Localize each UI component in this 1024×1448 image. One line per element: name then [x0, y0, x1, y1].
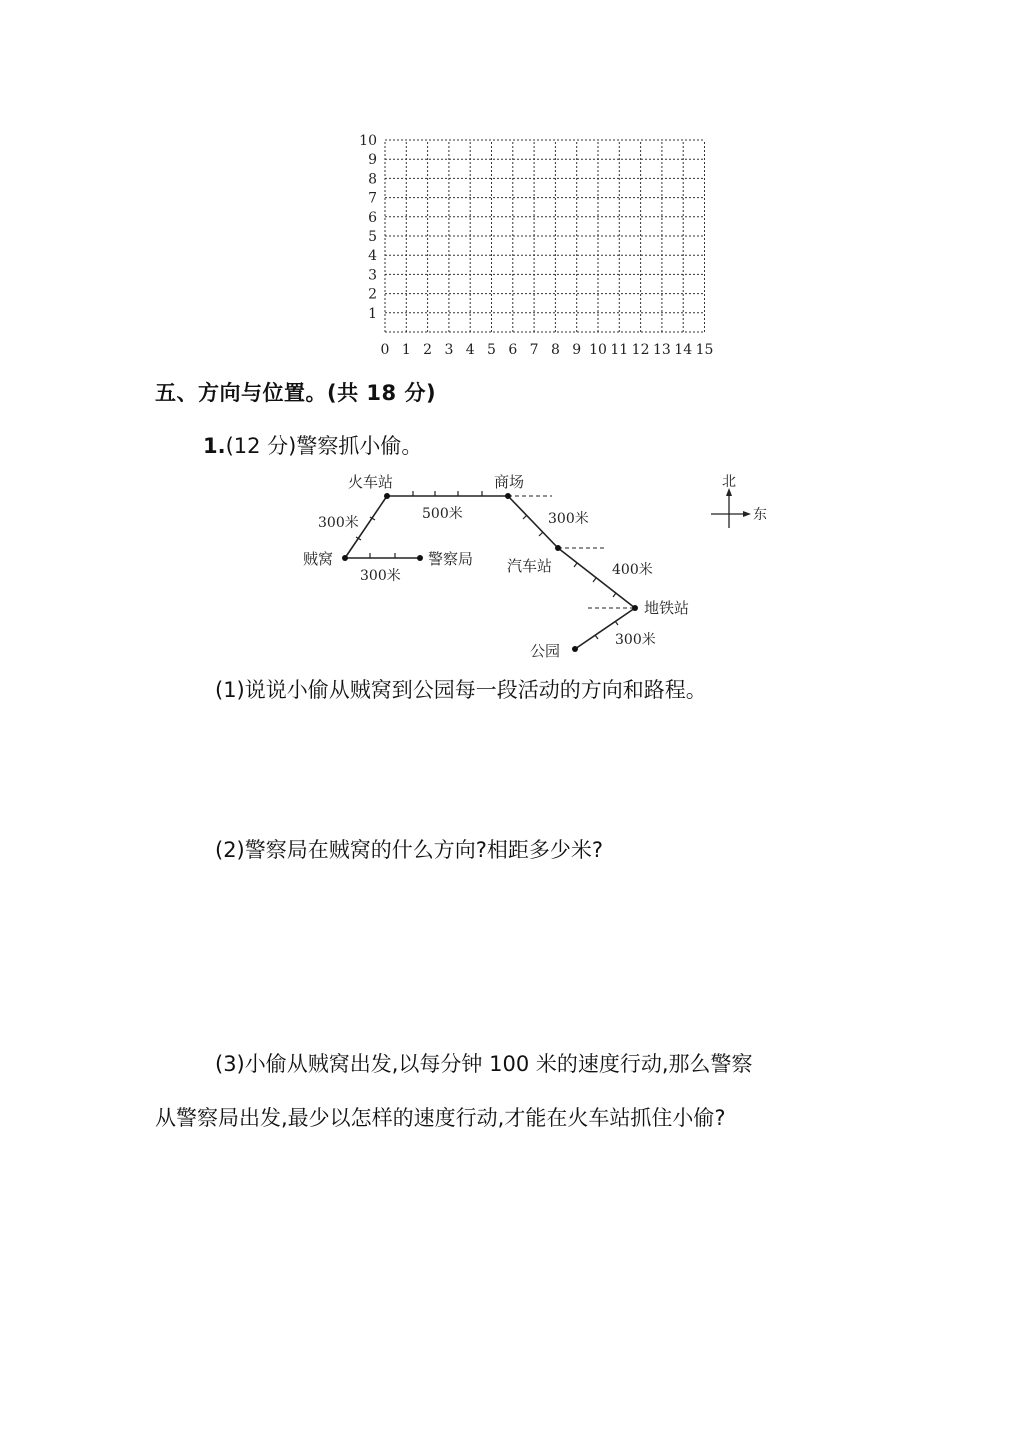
distance-bus-subway: 400米	[612, 562, 653, 578]
point-police	[417, 555, 423, 561]
grid-x-label: 1	[401, 342, 411, 358]
label-police: 警察局	[428, 550, 474, 568]
point-bus-station	[555, 545, 561, 551]
grid-y-label: 3	[368, 267, 377, 284]
coordinate-grid	[340, 126, 720, 362]
grid-x-label: 5	[487, 342, 496, 358]
label-den: 贼窝	[303, 550, 334, 568]
grid-x-label: 4	[465, 342, 475, 358]
distance-den-police: 300米	[360, 568, 401, 584]
point-train-station	[384, 493, 390, 499]
grid-x-label: 3	[444, 342, 454, 358]
sub-question-3-line-1: (3)小偷从贼窝出发,以每分钟 100 米的速度行动,那么警察	[215, 1052, 753, 1076]
tick	[595, 635, 598, 639]
grid-y-label: 4	[368, 248, 377, 265]
section-title: 五、方向与位置。(共 18 分)	[155, 381, 437, 405]
grid-x-label: 13	[652, 342, 671, 358]
sub-question-2: (2)警察局在贼窝的什么方向?相距多少米?	[215, 838, 604, 862]
grid-y-label: 9	[368, 152, 377, 169]
tick	[539, 532, 543, 536]
point-den	[342, 555, 348, 561]
grid-lines	[385, 140, 705, 332]
route-map-diagram	[290, 466, 790, 666]
label-subway: 地铁站	[644, 599, 690, 617]
compass	[711, 474, 767, 528]
sub-question-3-line-2: 从警察局出发,最少以怎样的速度行动,才能在火车站抓住小偷?	[155, 1106, 726, 1130]
grid-x-label: 9	[572, 342, 582, 358]
distance-mall-bus: 300米	[548, 511, 589, 527]
label-park: 公园	[530, 642, 561, 660]
grid-y-label: 6	[368, 209, 377, 226]
tick	[613, 593, 616, 597]
distance-den-train: 300米	[318, 515, 359, 531]
distance-subway-park: 300米	[615, 632, 656, 648]
label-mall: 商场	[494, 473, 525, 491]
tick	[523, 515, 527, 519]
grid-x-axis-labels	[381, 342, 714, 358]
point-mall	[505, 493, 511, 499]
grid-x-label: 7	[529, 342, 539, 358]
point-subway	[632, 605, 638, 611]
grid-y-label: 2	[368, 286, 377, 303]
point-park	[572, 646, 578, 652]
grid-x-label: 2	[423, 342, 433, 358]
compass-east-label: 东	[753, 507, 767, 523]
compass-north-label: 北	[722, 474, 736, 490]
grid-y-label: 1	[368, 305, 377, 322]
grid-x-label: 15	[695, 342, 714, 358]
distance-train-mall: 500米	[422, 506, 463, 522]
tick	[593, 578, 596, 582]
tick	[574, 563, 577, 567]
grid-x-label: 11	[610, 342, 629, 358]
label-train-station: 火车站	[348, 473, 394, 491]
sub-question-1: (1)说说小偷从贼窝到公园每一段活动的方向和路程。	[215, 678, 707, 702]
grid-y-label: 10	[359, 133, 377, 149]
grid-y-label: 8	[368, 171, 377, 188]
grid-x-label: 14	[674, 342, 693, 358]
grid-x-label: 10	[589, 342, 607, 358]
question-number: 1.	[203, 434, 226, 458]
grid-y-axis-labels	[359, 133, 377, 322]
grid-y-label: 7	[368, 190, 377, 207]
label-bus-station: 汽车站	[507, 557, 553, 575]
grid-x-label: 8	[550, 342, 560, 358]
grid-x-label: 12	[631, 342, 650, 358]
question-1-title	[203, 430, 422, 460]
grid-x-label: 6	[508, 342, 518, 358]
grid-x-label: 0	[380, 342, 390, 358]
east-arrow-icon	[743, 511, 751, 517]
route-bus-subway	[558, 548, 635, 608]
grid-y-label: 5	[368, 229, 377, 245]
question-text: (12 分)警察抓小偷。	[225, 434, 423, 458]
